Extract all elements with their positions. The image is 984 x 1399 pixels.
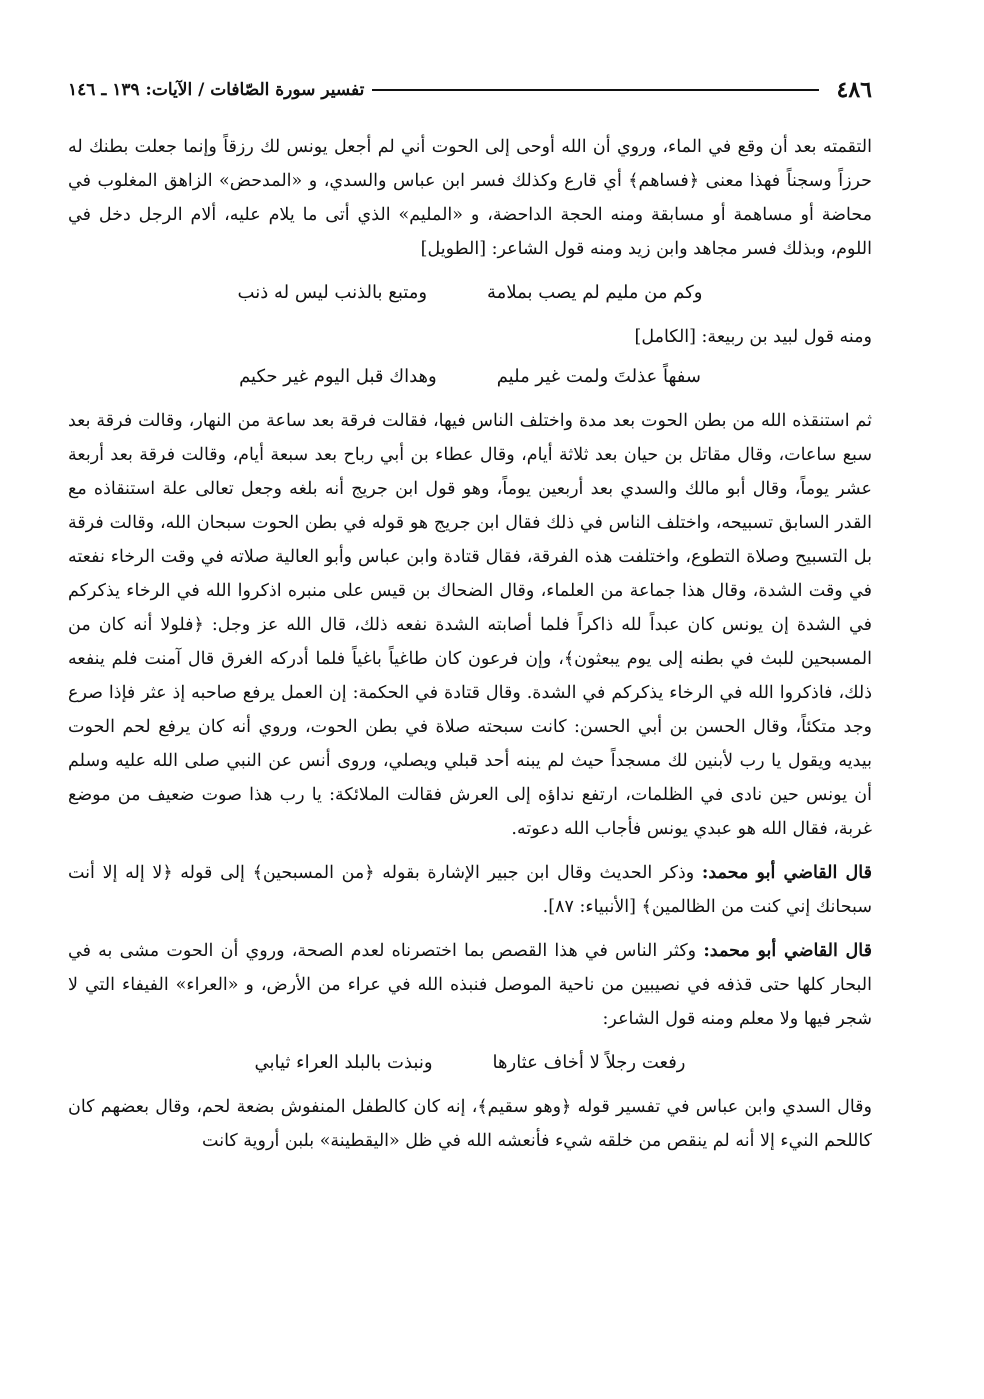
verse-2 [68, 360, 872, 394]
verse-1-hemistich-a: وكم من مليم لم يصب بملامة [487, 282, 703, 303]
verse-1 [68, 276, 872, 310]
paragraph-3-text: وذكر الحديث وقال ابن جبير الإشارة بقوله ﴿من المسبحين﴾ إلى قوله ﴿لا إله إلا أنت سبحانك إني كنت من الظالمين﴾ [الأنبياء: ٨٧]. [68, 863, 872, 917]
paragraph-1: التقمته بعد أن وقع في الماء، وروي أن الله أوحى إلى الحوت أني لم أجعل يونس لك رزقاً وإنما جعلت بطنك له حرزاً وسجناً فهذا معنى ﴿فساهم﴾ أي قارع وكذلك فسر ابن عباس والسدي، و «المدحض» الزاهق المغلوب في محاضة أو مساهمة أو مسابقة ومنه الحجة الداحضة، و «المليم» الذي أتى ما يلام عليه، ألام الرجل دخل في اللوم، وبذلك فسر مجاهد وابن زيد ومنه قول الشاعر: [الطويل] [68, 137, 872, 259]
author-lead-1: قال القاضي أبو محمد: [701, 863, 872, 883]
paragraph-4 [68, 934, 872, 1036]
verse-3-hemistich-a: رفعت رجلاً لا أخاف عثارها [492, 1052, 686, 1073]
author-lead-2: قال القاضي أبو محمد: [703, 941, 872, 961]
verse-3 [68, 1046, 872, 1080]
running-title: تفسير سورة الصّافات / الآيات: ١٣٩ ـ ١٤٦ [68, 80, 365, 100]
verse-3-hemistich-b: ونبذت بالبلد العراء ثيابي [254, 1052, 433, 1073]
paragraph-4-text: وكثر الناس في هذا القصص بما اختصرناه لعدم الصحة، وروي أن الحوت مشى به في البحار كلها حتى قذفه في نصيبين من ناحية الموصل فنبذه الله في عراء من الأرض، و «العراء» الفيفاء التي لا شجر فيها ولا معلم ومنه قول الشاعر: [68, 941, 872, 1029]
header-rule [372, 89, 818, 91]
verse-1-hemistich-b: ومتبع بالذنب ليس له ذنب [237, 282, 428, 303]
verse-2-intro: ومنه قول لبيد بن ربيعة: [الكامل] [634, 327, 872, 347]
paragraph-2: ثم استنقذه الله من بطن الحوت بعد مدة واختلف الناس فيها، فقالت فرقة بعد ساعة من النهار، وقالت فرقة بعد سبع ساعات، وقال مقاتل بن حيان بعد ثلاثة أيام، وقال عطاء بن أبي رباح بعد سبعة أيام، وقالت فرقة بعد أربعة عشر يوماً، وقال أبو مالك والسدي بعد أربعين يوماً، وهو قول ابن جريج أنه بلغه وجعل تعالى علة استنقاذه مع القدر السابق تسبيحه، واختلف الناس في ذلك فقال ابن جريج هو قوله في بطن الحوت سبحان الله، وقالت فرقة بل التسبيح وصلاة التطوع، واختلفت هذه الفرقة، فقال قتادة وابن عباس وأبو العالية صلاته في وقت الرخاء نفعته في وقت الشدة، وقال هذا جماعة من العلماء، وقال الضحاك بن قيس على منبره اذكروا الله في الرخاء يذكركم في الشدة إن يونس كان عبداً لله ذاكراً فلما أصابته الشدة نفعه ذلك، قال الله عز وجل: ﴿فلولا أنه كان من المسبحين للبث في بطنه إلى يوم يبعثون﴾، وإن فرعون كان طاغياً باغياً فلما أدركه الغرق قال آمنت فلم ينفعه ذلك، فاذكروا الله في الرخاء يذكركم في الشدة. وقال قتادة في الحكمة: إن العمل يرفع صاحبه إذ عثر فإذا صرع وجد متكئاً، وقال الحسن بن أبي الحسن: كانت سبحته صلاة في بطن الحوت، وروي أنه كان يرفع لحم الحوت بيديه ويقول يا رب لأبنين لك مسجداً حيث لم يبنه أحد قبلي ويصلي، وروى أنس عن النبي صلى الله عليه وسلم أن يونس حين نادى في الظلمات، ارتفع نداؤه إلى العرش فقالت الملائكة: يا رب هذا صوت ضعيف من موضع غربة، فقال الله هو عبدي يونس فأجاب الله دعوته. [68, 411, 872, 839]
page-number: ٤٨٦ [836, 77, 872, 103]
paragraph-5: وقال السدي وابن عباس في تفسير قوله ﴿وهو سقيم﴾، إنه كان كالطفل المنفوش بضعة لحم، وقال بعضهم كان كاللحم النيء إلا أنه لم ينقص من خلقه شيء فأنعشه الله في ظل «اليقطينة» بلبن أروية كانت [68, 1097, 872, 1151]
page-header [68, 70, 872, 110]
paragraph-3 [68, 856, 872, 924]
verse-2-hemistich-b: وهداك قبل اليوم غير حكيم [239, 366, 437, 387]
verse-2-hemistich-a: سفهاً عذلتَ ولمت غير مليم [496, 366, 701, 387]
